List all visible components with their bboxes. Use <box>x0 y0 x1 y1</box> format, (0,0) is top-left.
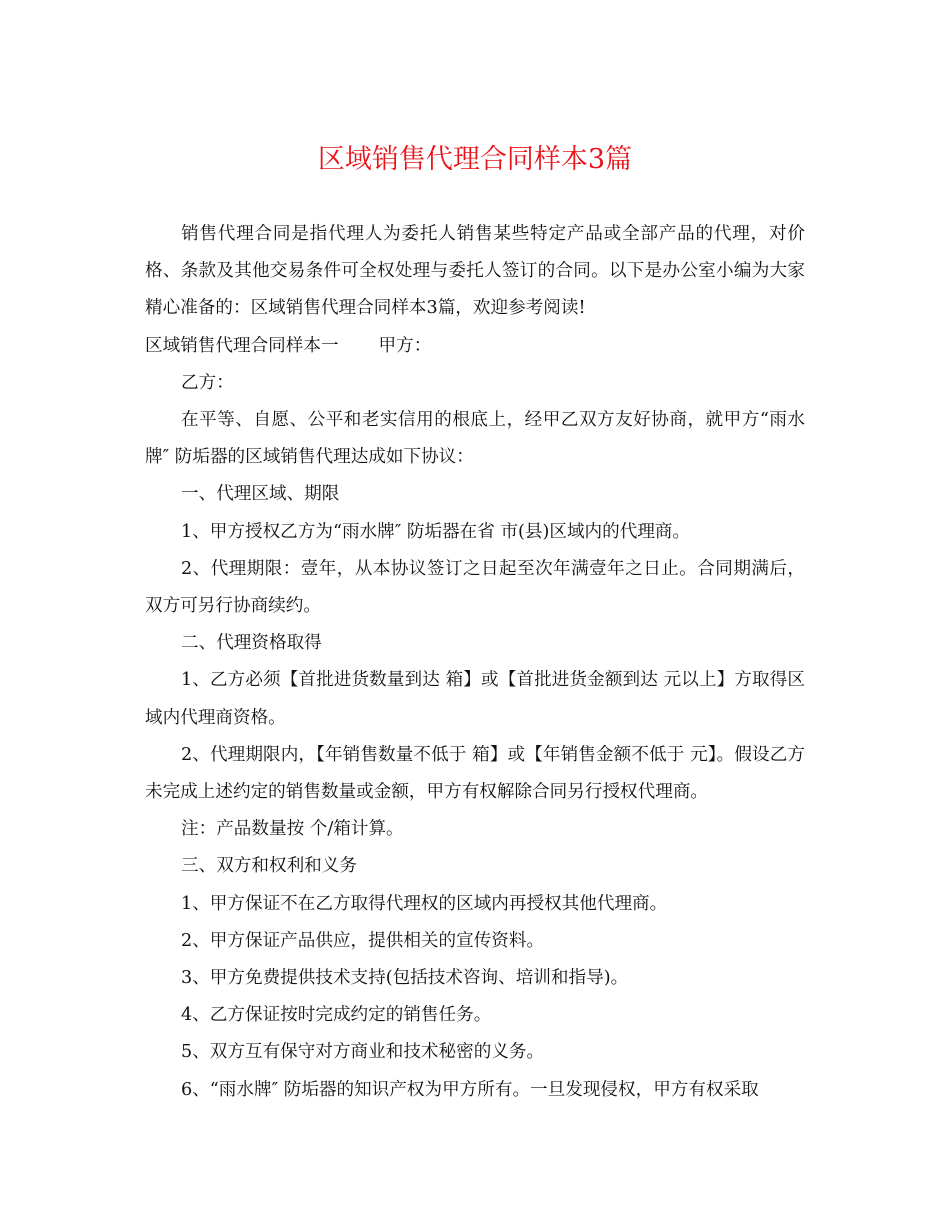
preamble-paragraph: 在平等、自愿、公平和老实信用的根底上，经甲乙双方友好协商，就甲方“雨水牌″ 防垢器的区域销售代理达成如下协议： <box>145 410 805 468</box>
sample-heading-line <box>145 328 805 365</box>
section-3-item-5: 5、双方互有保守对方商业和技术秘密的义务。 <box>181 1042 545 1063</box>
intro-paragraph: 销售代理合同是指代理人为委托人销售某些特定产品或全部产品的代理，对价格、条款及其他交易条件可全权处理与委托人签订的合同。以下是办公室小编为大家精心准备的：区域销售代理合同样本3篇，欢迎参考阅读! <box>145 224 805 319</box>
sample-heading: 区域销售代理合同样本一 <box>145 335 339 356</box>
section-3-item-1: 1、甲方保证不在乙方取得代理权的区域内再授权其他代理商。 <box>181 893 668 914</box>
section-3-item-2: 2、甲方保证产品供应，提供相关的宣传资料。 <box>181 930 545 951</box>
section-1-title: 一、代理区域、期限 <box>181 484 340 505</box>
party-a-label: 甲方： <box>378 335 432 356</box>
section-3-item-3: 3、甲方免费提供技术支持(包括技术咨询、培训和指导)。 <box>181 968 629 989</box>
section-3-title: 三、双方和权利和义务 <box>181 856 357 877</box>
document-body <box>145 216 805 1109</box>
section-2-item-2: 2、代理期限内，【年销售数量不低于 箱】或【年销售金额不低于 元】。假设乙方未完成上述约定的销售数量或金额，甲方有权解除合同另行授权代理商。 <box>145 744 805 803</box>
section-3-item-4: 4、乙方保证按时完成约定的销售任务。 <box>181 1005 492 1026</box>
section-3-item-6: 6、“雨水牌″ 防垢器的知识产权为甲方所有。一旦发现侵权，甲方有权采取 <box>181 1079 759 1100</box>
document-title: 区域销售代理合同样本3篇 <box>317 144 633 175</box>
section-2-title: 二、代理资格取得 <box>181 633 322 654</box>
section-2-note: 注：产品数量按 个/箱计算。 <box>181 819 404 840</box>
section-2-item-1: 1、乙方必须【首批进货数量到达 箱】或【首批进货金额到达 元以上】方取得区域内代理商资格。 <box>145 670 805 728</box>
section-1-item-2: 2、代理期限：壹年，从本协议签订之日起至次年满壹年之日止。合同期满后，双方可另行协商续约。 <box>145 558 805 617</box>
section-1-item-1: 1、甲方授权乙方为“雨水牌″ 防垢器在省 市(县)区域内的代理商。 <box>181 521 691 542</box>
party-b-label: 乙方： <box>181 372 234 393</box>
